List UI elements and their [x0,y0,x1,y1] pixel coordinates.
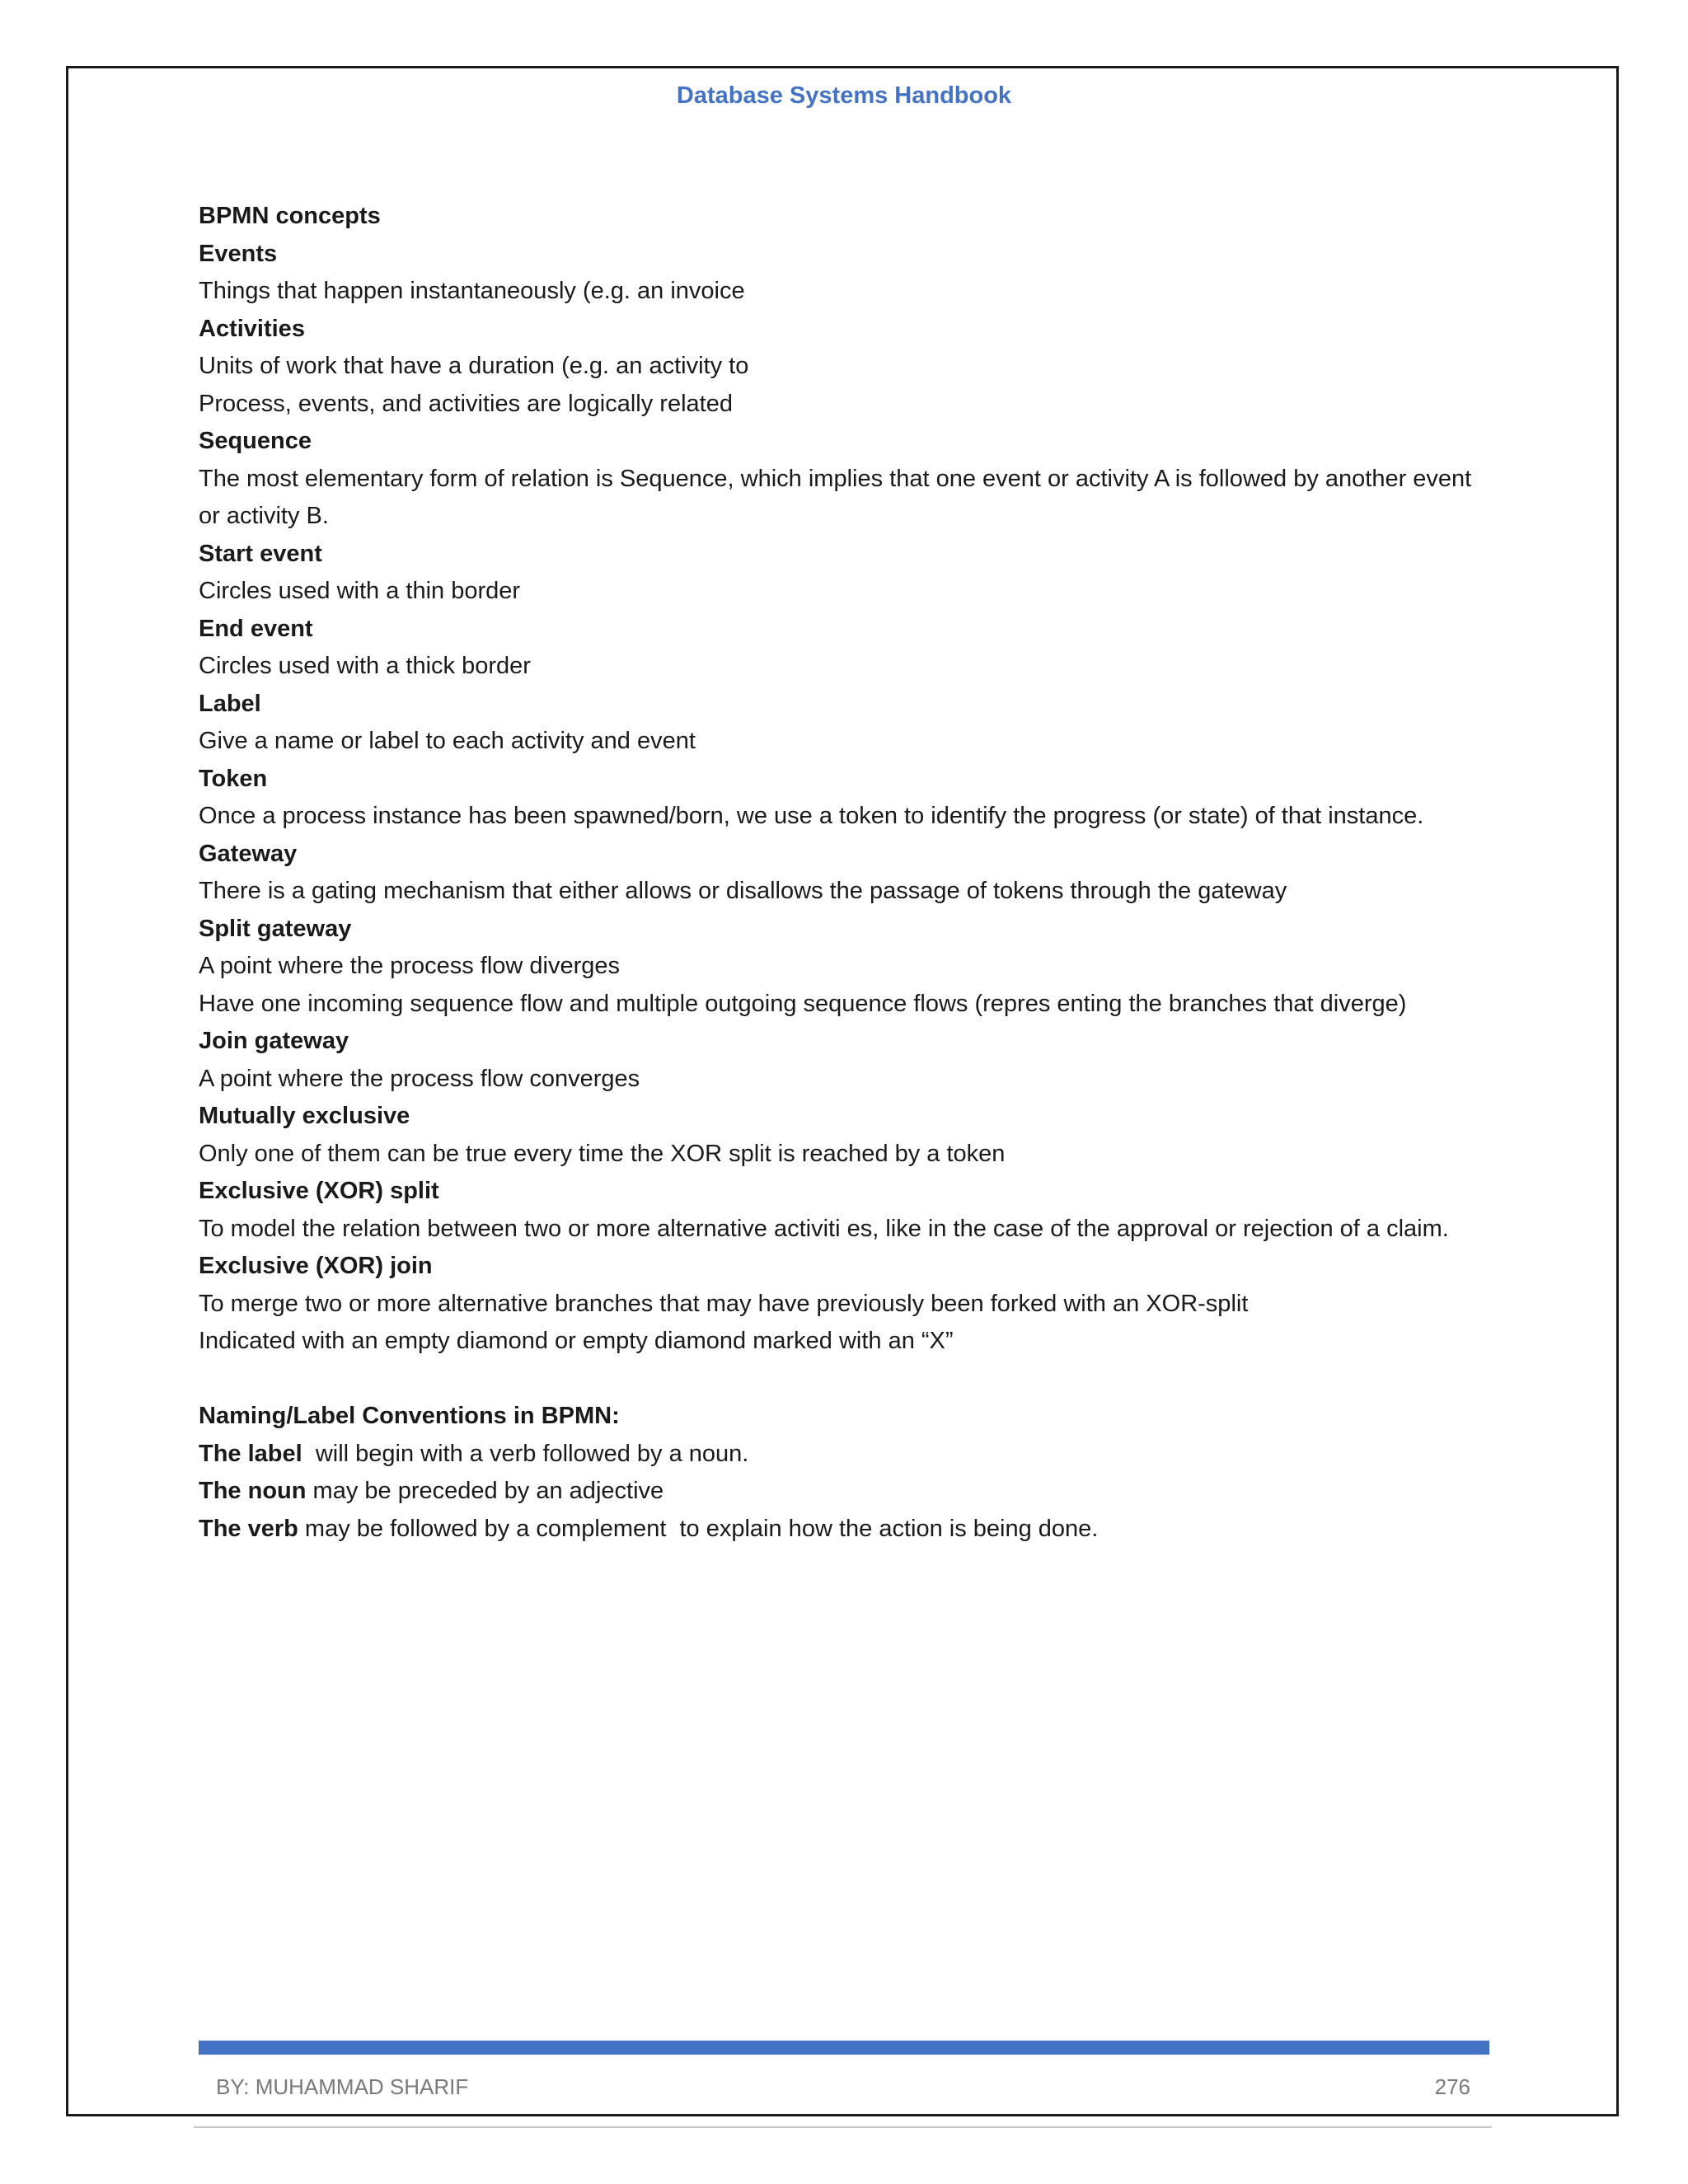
section-heading: Sequence [199,428,312,454]
body-text: Have one incoming sequence flow and multiple outgoing sequence flows (repres enting the branches that diverge) [199,990,1407,1017]
section-heading: Split gateway [199,915,352,942]
section-heading: Label [199,690,261,717]
body-text: A point where the process flow diverges [199,953,620,979]
page-content [199,198,1484,1548]
body-text: To merge two or more alternative branches that may have previously been forked with an XOR-split [199,1290,1249,1317]
page-header-title: Database Systems Handbook [676,82,1012,109]
section-heading: BPMN concepts [199,203,381,229]
convention-description: may be preceded by an adjective [306,1478,664,1504]
section-heading: End event [199,615,313,642]
section-heading: Activities [199,315,305,342]
section-heading: Mutually exclusive [199,1103,410,1129]
convention-line [199,1511,1484,1549]
section-heading: Join gateway [199,1028,349,1054]
body-text: Once a process instance has been spawned/born, we use a token to identify the progress (or state) of that instance. [199,803,1424,829]
footer-author: BY: MUHAMMAD SHARIF [216,2074,469,2099]
body-text: There is a gating mechanism that either allows or disallows the passage of tokens through the gateway [199,878,1287,904]
convention-line [199,1436,1484,1474]
convention-term: The verb [199,1515,298,1542]
section-heading: Exclusive (XOR) split [199,1178,439,1204]
section-heading: Gateway [199,840,298,867]
convention-description: will begin with a verb followed by a noun. [302,1440,749,1467]
section-heading: Exclusive (XOR) join [199,1253,433,1279]
body-text: To model the relation between two or more alternative activiti es, like in the case of the approval or rejection of a claim. [199,1215,1449,1242]
body-text: Process, events, and activities are logically related [199,390,733,417]
convention-description: may be followed by a complement to explain how the action is being done. [298,1515,1099,1542]
body-text: Units of work that have a duration (e.g. an activity to [199,353,749,379]
body-text: Only one of them can be true every time the XOR split is reached by a token [199,1140,1006,1167]
section-heading: Start event [199,540,322,567]
section-heading: Token [199,765,268,792]
convention-term: The label [199,1440,302,1467]
section-heading: Events [199,240,278,267]
bottom-divider [194,2126,1492,2128]
body-text: A point where the process flow converges [199,1065,640,1092]
page-number: 276 [1434,2074,1470,2099]
body-text: Circles used with a thick border [199,653,531,679]
footer-accent-bar [199,2041,1489,2055]
section-heading: Naming/Label Conventions in BPMN: [199,1403,620,1429]
body-text: The most elementary form of relation is Sequence, which implies that one event or activity A is followed by another event or activity B. [199,465,1472,529]
blank-line [199,1361,1484,1399]
body-text: Indicated with an empty diamond or empty diamond marked with an “X” [199,1328,954,1354]
convention-term: The noun [199,1478,307,1504]
body-text: Things that happen instantaneously (e.g. an invoice [199,278,745,304]
body-text: Give a name or label to each activity and event [199,728,696,754]
body-text: Circles used with a thin border [199,578,521,604]
convention-line [199,1473,1484,1511]
